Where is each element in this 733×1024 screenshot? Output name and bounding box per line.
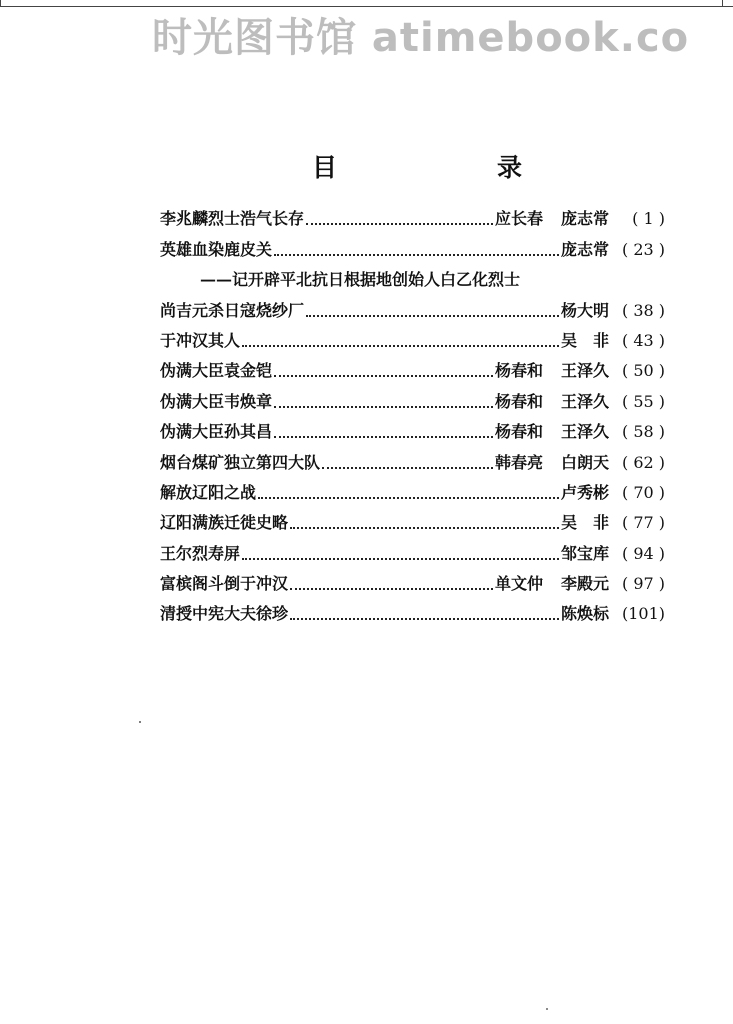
toc-leader-dots	[274, 405, 493, 408]
toc-entry-author: 吴 非	[560, 513, 609, 533]
toc-entry	[160, 417, 665, 447]
toc-leader-dots	[290, 587, 493, 590]
toc-subtitle-text: ——记开辟平北抗日根据地创始人白乙化烈士	[200, 270, 521, 290]
toc-entry-page: ( 38 )	[621, 300, 665, 320]
toc-entry-page: ( 23 )	[621, 239, 665, 259]
toc-entry-author: 杨春和	[494, 422, 543, 442]
toc-entry-authors	[561, 508, 609, 538]
toc-entry-authors	[561, 326, 609, 356]
toc-leader-dots	[290, 617, 559, 620]
toc-entry-page: ( 94 )	[621, 543, 665, 563]
toc-leader-dots	[306, 314, 559, 317]
toc-entry-title: 尚吉元杀日寇烧纱厂	[160, 300, 305, 320]
toc-leader-dots	[274, 435, 493, 438]
toc-entry-page: ( 97 )	[621, 574, 665, 594]
toc-entry-page: ( 70 )	[621, 482, 665, 502]
toc-entry-author: 白朗天	[560, 452, 609, 472]
toc-entry-title: 解放辽阳之战	[160, 482, 257, 502]
scan-speck	[546, 1008, 548, 1010]
toc-entry-authors	[495, 204, 609, 234]
toc-leader-dots	[274, 374, 493, 377]
toc-entry-authors	[495, 417, 609, 447]
scan-speck	[139, 721, 141, 723]
toc-entry	[160, 447, 665, 477]
toc-entry-title: 富槟阁斗倒于冲汉	[160, 574, 289, 594]
toc-entry-author: 陈焕标	[560, 604, 609, 624]
toc-entry	[160, 599, 665, 629]
toc-leader-dots	[322, 466, 493, 469]
toc-entry-title: 英雄血染鹿皮关	[160, 239, 273, 259]
toc-entry	[160, 234, 665, 264]
toc-entry-authors	[495, 448, 609, 478]
toc-entry-authors	[561, 599, 609, 629]
toc-entry-page: ( 55 )	[621, 391, 665, 411]
toc-entry-title: 辽阳满族迁徙史略	[160, 513, 289, 533]
toc-entry	[160, 538, 665, 568]
toc-leader-dots	[258, 496, 559, 499]
toc-entry	[160, 356, 665, 386]
toc-entry-page: ( 58 )	[621, 422, 665, 442]
scan-border-top	[0, 6, 733, 7]
toc-entry-author: 韩春亮	[494, 452, 543, 472]
toc-entry-title: 清授中宪大夫徐珍	[160, 604, 289, 624]
toc-entry-title: 李兆麟烈士浩气长存	[160, 209, 305, 229]
toc-entry-page: (101)	[621, 604, 665, 624]
toc-entry-author: 庞志常	[560, 209, 609, 229]
toc-entry	[160, 386, 665, 416]
toc-entry	[160, 478, 665, 508]
toc-entry-author: 卢秀彬	[560, 482, 609, 502]
toc-entry-author: 单文仲	[494, 574, 543, 594]
toc-entry-authors	[561, 478, 609, 508]
toc-entry-author: 邹宝库	[560, 543, 609, 563]
page-title-left: 目	[312, 153, 338, 182]
toc-leader-dots	[290, 526, 559, 529]
toc-entry-page: ( 43 )	[621, 330, 665, 350]
toc-entry	[160, 326, 665, 356]
toc-entry-title: 于冲汉其人	[160, 330, 241, 350]
toc-entry-title: 烟台煤矿独立第四大队	[160, 452, 321, 472]
page-title	[0, 148, 733, 188]
page-title-right: 录	[497, 153, 523, 182]
table-of-contents	[160, 204, 665, 629]
toc-entry-authors	[561, 539, 609, 569]
toc-entry-authors	[495, 569, 609, 599]
toc-entry-author: 庞志常	[560, 239, 609, 259]
toc-entry-author: 应长春	[494, 209, 543, 229]
toc-entry-author: 王泽久	[560, 361, 609, 381]
toc-subtitle	[160, 265, 665, 295]
toc-entry-author: 杨春和	[494, 391, 543, 411]
toc-entry-title: 伪满大臣韦焕章	[160, 391, 273, 411]
toc-entry-title: 伪满大臣袁金铠	[160, 361, 273, 381]
watermark: 时光图书馆 atimebook.co	[152, 15, 690, 61]
toc-entry	[160, 295, 665, 325]
toc-entry-title: 伪满大臣孙其昌	[160, 422, 273, 442]
toc-leader-dots	[242, 344, 559, 347]
toc-entry-author: 吴 非	[560, 330, 609, 350]
toc-entry-authors	[561, 235, 609, 265]
toc-entry-author: 杨大明	[560, 300, 609, 320]
toc-entry-page: ( 1 )	[632, 209, 665, 229]
toc-entry-page: ( 77 )	[621, 513, 665, 533]
toc-leader-dots	[274, 253, 559, 256]
toc-entry	[160, 508, 665, 538]
toc-entry-page: ( 62 )	[621, 452, 665, 472]
scan-border-right	[722, 0, 723, 7]
toc-entry-authors	[561, 296, 609, 326]
toc-entry	[160, 569, 665, 599]
toc-entry-author: 李殿元	[560, 574, 609, 594]
toc-entry-page: ( 50 )	[621, 361, 665, 381]
toc-entry-author: 王泽久	[560, 422, 609, 442]
toc-leader-dots	[306, 222, 493, 225]
toc-entry-title: 王尔烈寿屏	[160, 543, 241, 563]
toc-entry-authors	[495, 387, 609, 417]
toc-entry-author: 王泽久	[560, 391, 609, 411]
toc-entry-authors	[495, 356, 609, 386]
toc-leader-dots	[242, 557, 559, 560]
toc-entry-author: 杨春和	[494, 361, 543, 381]
toc-entry	[160, 204, 665, 234]
